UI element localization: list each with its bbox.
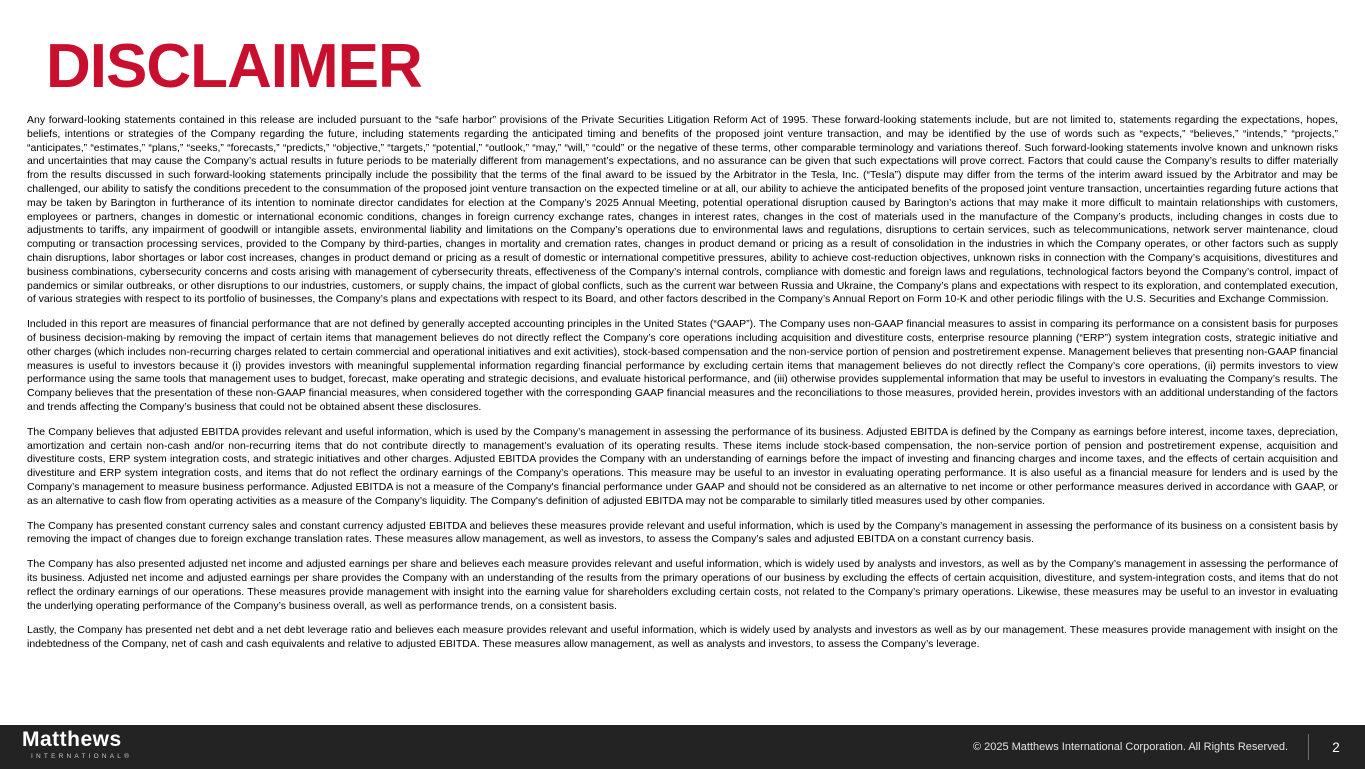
matthews-logo-wordmark: Matthews	[22, 728, 122, 751]
slide-footer	[0, 725, 1365, 769]
footer-divider	[1308, 734, 1309, 760]
disclaimer-paragraph-constant-currency: The Company has presented constant currency sales and constant currency adjusted EBITDA and believes these measures provide relevant and useful information, which is used by the Company’s management in assessing the performance of its business on a consistent basis by removing the impact of changes due to foreign exchange translation rates. These measures allow management, as well as investors, to assess the Company’s sales and adjusted EBITDA on a constant currency basis.	[27, 519, 1338, 546]
matthews-logo-subtitle: INTERNATIONAL®	[31, 753, 133, 760]
disclaimer-paragraph-non-gaap: Included in this report are measures of financial performance that are not defined by generally accepted accounting principles in the United States (“GAAP”). The Company uses non-GAAP financial measures to assist in comparing its performance on a consistent basis for purposes of business decision-making by removing the impact of certain items that management believes do not directly reflect the Company’s core operations including acquisition and divestiture costs, enterprise resource planning (“ERP”) system integration costs, strategic initiative and other charges (which includes non-recurring charges related to certain commercial and operational initiatives and exit activities), stock-based compensation and the non-service portion of pension and postretirement expense. Management believes that presenting non-GAAP financial measures is useful to investors because it (i) provides investors with meaningful supplemental information regarding financial performance by excluding certain items that management believes do not directly reflect the Company’s core operations, (ii) permits investors to view performance using the same tools that management uses to budget, forecast, make operating and strategic decisions, and evaluate historical performance, and (iii) otherwise provides supplemental information that may be useful to investors in evaluating the Company’s results. The Company believes that the presentation of these non-GAAP financial measures, when considered together with the corresponding GAAP financial measures and the reconciliations to those measures, provided herein, provides investors with an additional understanding of the factors and trends affecting the Company’s business that could not be obtained absent these disclosures.	[27, 318, 1338, 413]
disclaimer-text	[27, 114, 1338, 663]
disclaimer-paragraph-adjusted-net-income: The Company has also presented adjusted net income and adjusted earnings per share and believes each measure provides relevant and useful information, which is widely used by analysts and investors, as well as by the Company’s management in assessing the performance of its business. Adjusted net income and adjusted earnings per share provides the Company with an understanding of the results from the primary operations of our business by excluding the effects of certain acquisition, divestiture, and system-integration costs, and items that do not reflect the ordinary earnings of our operations. These measures provide management with insight into the earning value for shareholders excluding certain costs, not related to the Company’s primary operations. Likewise, these measures may be useful to an investor in evaluating the underlying operating performance of the Company’s business overall, as well as performance trends, on a consistent basis.	[27, 558, 1338, 612]
matthews-logo	[22, 729, 132, 760]
page-number: 2	[1332, 739, 1340, 755]
page-title: DISCLAIMER	[46, 32, 422, 101]
disclaimer-paragraph-net-debt: Lastly, the Company has presented net debt and a net debt leverage ratio and believes each measure provides relevant and useful information, which is widely used by analysts and investors as well as by our management. These measures provide management with insight on the indebtedness of the Company, net of cash and cash equivalents and relative to adjusted EBITDA. These measures allow management, as well as analysts and investors, to assess the Company’s leverage.	[27, 624, 1338, 651]
disclaimer-paragraph-safe-harbor: Any forward-looking statements contained in this release are included pursuant to the “safe harbor” provisions of the Private Securities Litigation Reform Act of 1995. These forward-looking statements include, but are not limited to, statements regarding the expectations, hopes, beliefs, intentions or strategies of the Company regarding the future, including statements regarding the anticipated timing and benefits of the proposed joint venture transaction, and may be identified by the use of words such as “expects,” “believes,” “intends,” “projects,” “anticipates,” “estimates,” “plans,” “seeks,” “forecasts,” “predicts,” “objective,” “targets,” “potential,” “outlook,” “may,” “will,” “could” or the negative of these terms, other comparable terminology and variations thereof. Such forward-looking statements involve known and unknown risks and uncertainties that may cause the Company’s actual results in future periods to be materially different from management’s expectations, and no assurance can be given that such expectations will prove correct. Factors that could cause the Company’s results to differ materially from the results discussed in such forward-looking statements principally include the possibility that the terms of the final award to be issued by the Arbitrator in the Tesla, Inc. (“Tesla”) dispute may differ from the terms of the interim award issued by the Arbitrator and may be challenged, our ability to satisfy the conditions precedent to the consummation of the proposed joint venture transaction on the expected timeline or at all, our ability to achieve the anticipated benefits of the proposed joint venture transaction, uncertainties regarding future actions that may be taken by Barington in furtherance of its intention to nominate director candidates for election at the Company’s 2025 Annual Meeting, potential operational disruption caused by Barington’s actions that may make it more difficult to maintain relationships with customers, employees or partners, changes in domestic or international economic conditions, changes in foreign currency exchange rates, changes in interest rates, changes in the cost of materials used in the manufacture of the Company’s products, including changes in costs due to adjustments to tariffs, any impairment of goodwill or intangible assets, environmental liability and limitations on the Company’s operations due to environmental laws and regulations, disruptions to certain services, such as telecommunications, network server maintenance, cloud computing or transaction processing services, provided to the Company by third-parties, changes in mortality and cremation rates, changes in product demand or pricing as a result of consolidation in the industries in which the Company operates, or other factors such as supply chain disruptions, labor shortages or labor cost increases, changes in product demand or pricing as a result of domestic or international competitive pressures, ability to achieve cost-reduction objectives, unknown risks in connection with the Company’s acquisitions, divestitures and business combinations, cybersecurity concerns and costs arising with management of cybersecurity threats, effectiveness of the Company’s internal controls, compliance with domestic and foreign laws and regulations, technological factors beyond the Company’s control, impact of pandemics or similar outbreaks, or other disruptions to our industries, customers, or supply chains, the impact of global conflicts, such as the current war between Russia and Ukraine, the Company’s plans and expectations with respect to its exploration, and contemplated execution, of various strategies with respect to its portfolio of businesses, the Company’s plans and expectations with respect to its Board, and other factors described in the Company’s Annual Report on Form 10-K and other periodic filings with the U.S. Securities and Exchange Commission.	[27, 114, 1338, 306]
copyright-text: © 2025 Matthews International Corporation. All Rights Reserved.	[972, 741, 1288, 753]
disclaimer-paragraph-adjusted-ebitda: The Company believes that adjusted EBITDA provides relevant and useful information, which is used by the Company’s management in assessing the performance of its business. Adjusted EBITDA is defined by the Company as earnings before interest, income taxes, depreciation, amortization and certain non-cash and/or non-recurring items that do not contribute directly to management’s evaluation of its operating results. These items include stock-based compensation, the non-service portion of pension and postretirement expense, acquisition and divestiture costs, ERP system integration costs, and strategic initiatives and other charges. Adjusted EBITDA provides the Company with an understanding of earnings before the impact of investing and financing charges and income taxes, and the effects of certain acquisition and divestiture and ERP system integration costs, and items that do not reflect the ordinary earnings of the Company’s operations. This measure may be useful to an investor in evaluating operating performance. It is also useful as a financial measure for lenders and is used by the Company’s management to measure business performance. Adjusted EBITDA is not a measure of the Company's financial performance under GAAP and should not be considered as an alternative to net income or other performance measures derived in accordance with GAAP, or as an alternative to cash flow from operating activities as a measure of the Company’s liquidity. The Company's definition of adjusted EBITDA may not be comparable to similarly titled measures used by other companies.	[27, 425, 1338, 507]
